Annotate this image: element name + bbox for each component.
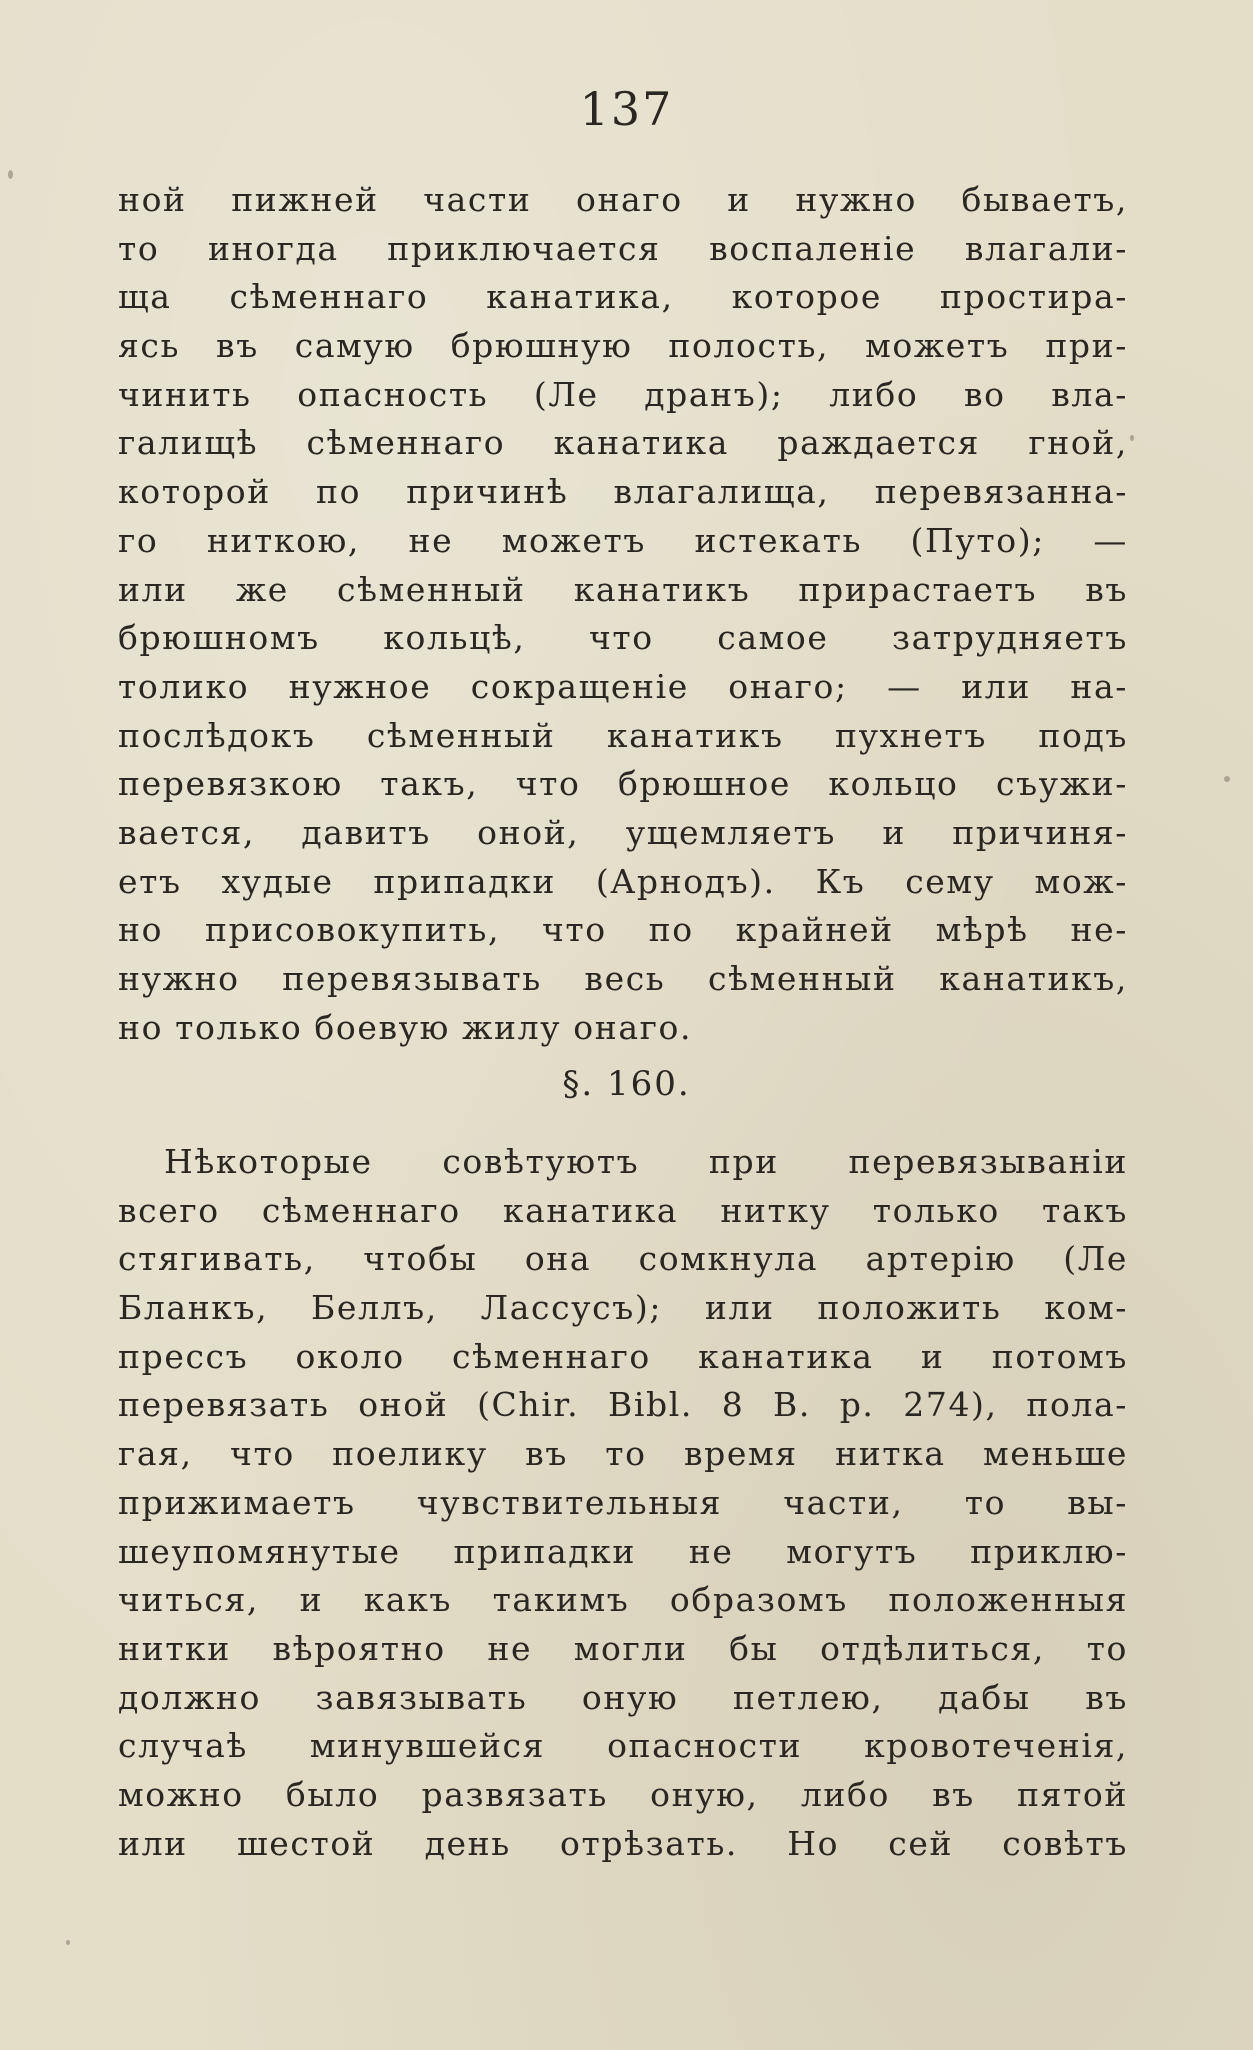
text-line: или шестой день отрѣзать. Но сей совѣтъ: [118, 1823, 1128, 1863]
text-line: или же сѣменный канатикъ прирастаетъ въ: [118, 569, 1128, 609]
paper-speck: [1130, 435, 1134, 441]
text-line: прессъ около сѣменнаго канатика и потомъ: [118, 1336, 1128, 1376]
text-line: ной пижней части онаго и нужно бываетъ,: [118, 180, 1128, 219]
text-line: галищѣ сѣменнаго канатика раждается гной,: [118, 423, 1128, 463]
text-line: можно было развязать оную, либо въ пятой: [118, 1774, 1128, 1814]
text-line: гая, что поелику въ то время нитка меньше: [118, 1434, 1128, 1474]
section-heading: §. 160.: [562, 1064, 691, 1104]
paper-speck: [66, 1940, 70, 1945]
text-line: но только боевую жилу онаго.: [118, 1007, 693, 1047]
text-line: ясь въ самую брюшную полость, можетъ при-: [118, 326, 1128, 366]
text-line: читься, и какъ такимъ образомъ положенныя: [118, 1580, 1128, 1620]
text-line: Бланкъ, Беллъ, Лассусъ); или положить ком-: [118, 1288, 1128, 1328]
paper-speck: [8, 170, 13, 179]
text-line: стягивать, чтобы она сомкнула артерію (Ле: [118, 1239, 1128, 1279]
text-line: которой по причинѣ влагалища, перевязанна-: [118, 472, 1128, 512]
text-line: толико нужное сокращеніе онаго; — или на-: [118, 666, 1128, 706]
text-line: нитки вѣроятно не могли бы отдѣлиться, то: [118, 1628, 1128, 1668]
text-line: Нѣкоторые совѣтуютъ при перевязываніи: [164, 1142, 1128, 1181]
text-line: го ниткою, не можетъ истекать (Путо); —: [118, 520, 1128, 560]
paragraph-1: [118, 176, 1128, 1052]
paper-speck: [1224, 776, 1230, 782]
text-line: перевязкою такъ, что брюшное кольцо съужи-: [118, 764, 1128, 804]
text-line: прижимаетъ чувствительныя части, то вы-: [118, 1482, 1128, 1522]
text-line: брюшномъ кольцѣ, что самое затрудняетъ: [118, 618, 1128, 658]
text-line: случаѣ минувшейся опасности кровотеченія,: [118, 1726, 1128, 1766]
paragraph-2: [118, 1138, 1128, 1868]
text-line: послѣдокъ сѣменный канатикъ пухнетъ подъ: [118, 715, 1128, 755]
text-line: вается, давитъ оной, ущемляетъ и причиня-: [118, 812, 1128, 852]
text-line: ща сѣменнаго канатика, которое простира-: [118, 277, 1128, 317]
text-line: всего сѣменнаго канатика нитку только такъ: [118, 1190, 1128, 1230]
page-number: 137: [579, 82, 674, 136]
text-line: нужно перевязывать весь сѣменный канатикъ,: [118, 959, 1128, 998]
text-line: то иногда приключается воспаленіе влагали-: [118, 228, 1128, 268]
text-line: чинить опасность (Ле дранъ); либо во вла-: [118, 374, 1128, 414]
text-line: етъ худые припадки (Арнодъ). Къ сему мож-: [118, 861, 1128, 901]
text-line: должно завязывать оную петлею, дабы въ: [118, 1677, 1128, 1717]
text-line: перевязать оной (Chir. Bibl. 8 B. p. 274), пола-: [118, 1385, 1128, 1425]
text-line: но присовокупить, что по крайней мѣрѣ не-: [118, 910, 1128, 950]
text-line: шеупомянутые припадки не могутъ приклю-: [118, 1531, 1128, 1571]
